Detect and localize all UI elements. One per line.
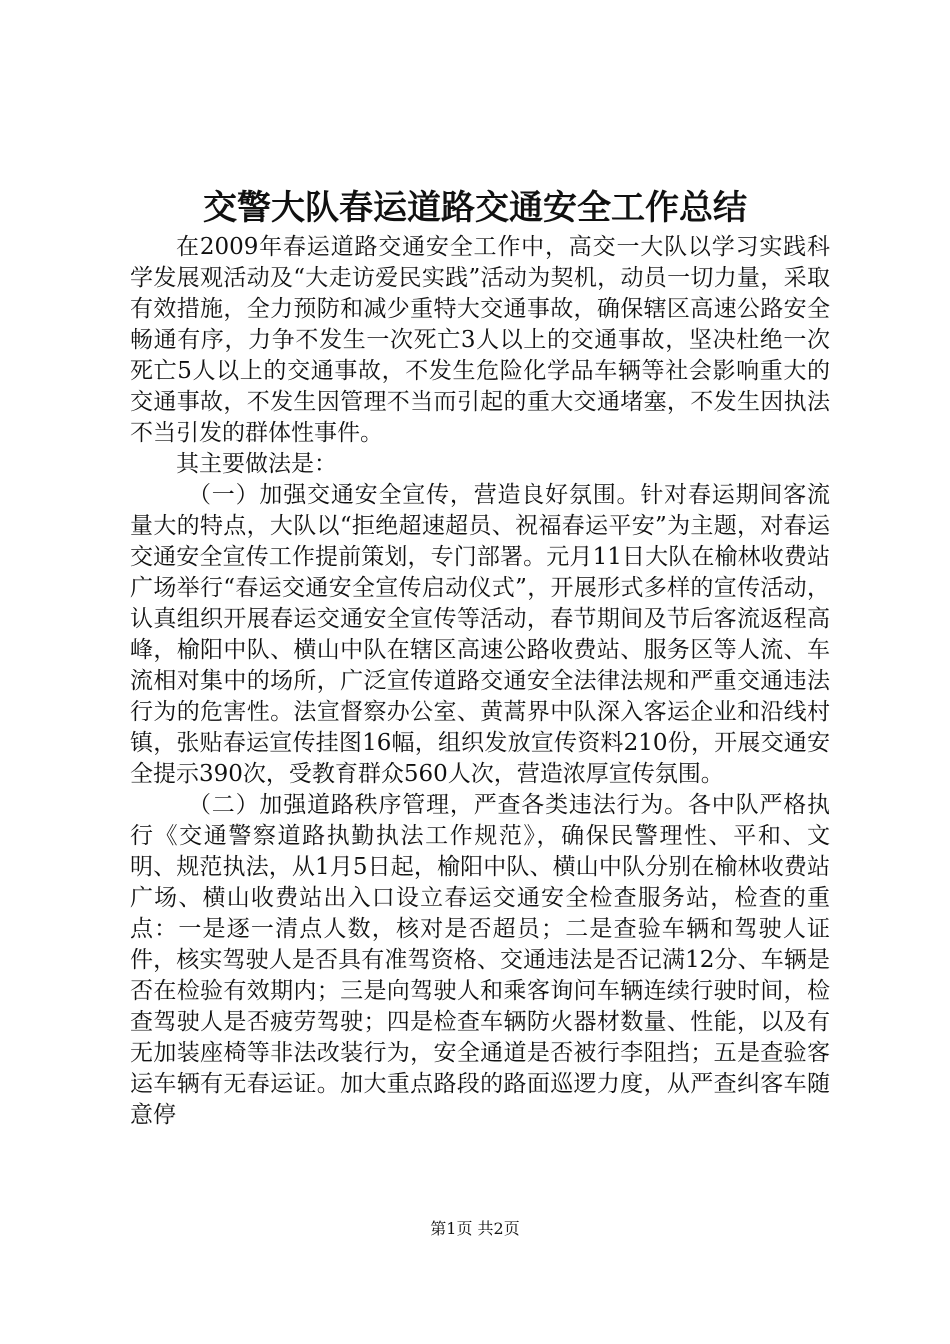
document-title: 交警大队春运道路交通安全工作总结 (203, 188, 747, 228)
document-body (130, 232, 830, 1131)
paragraph-intro: 在2009年春运道路交通安全工作中，高交一大队以学习实践科学发展观活动及“大走访爱民实践”活动为契机，动员一切力量，采取有效措施，全力预防和减少重特大交通事故，确保辖区高速公路安全畅通有序，力争不发生一次死亡3人以上的交通事故，坚决杜绝一次死亡5人以上的交通事故，不发生危险化学品车辆等社会影响重大的交通事故，不发生因管理不当而引起的重大交通堵塞，不发生因执法不当引发的群体性事件。 (130, 234, 830, 446)
paragraph-section-1: （一）加强交通安全宣传，营造良好氛围。针对春运期间客流量大的特点，大队以“拒绝超速超员、祝福春运平安”为主题，对春运交通安全宣传工作提前策划，专门部署。元月11日大队在榆林收费站广场举行“春运交通安全宣传启动仪式”，开展形式多样的宣传活动，认真组织开展春运交通安全宣传等活动，春节期间及节后客流返程高峰，榆阳中队、横山中队在辖区高速公路收费站、服务区等人流、车流相对集中的场所，广泛宣传道路交通安全法律法规和严重交通违法行为的危害性。法宣督察办公室、黄蒿界中队深入客运企业和沿线村镇，张贴春运宣传挂图16幅，组织发放宣传资料210份，开展交通安全提示390次，受教育群众560人次，营造浓厚宣传氛围。 (130, 482, 830, 787)
paragraph-section-2: （二）加强道路秩序管理，严查各类违法行为。各中队严格执行《交通警察道路执勤执法工作规范》，确保民警理性、平和、文明、规范执法，从1月5日起，榆阳中队、横山中队分别在榆林收费站广场、横山收费站出入口设立春运交通安全检查服务站，检查的重点：一是逐一清点人数，核对是否超员；二是查验车辆和驾驶人证件，核实驾驶人是否具有准驾资格、交通违法是否记满12分、车辆是否在检验有效期内；三是向驾驶人和乘客询问车辆连续行驶时间，检查驾驶人是否疲劳驾驶；四是检查车辆防火器材数量、性能，以及有无加装座椅等非法改装行为，安全通道是否被行李阻挡；五是查验客运车辆有无春运证。加大重点路段的路面巡逻力度，从严查纠客车随意停 (130, 792, 830, 1128)
paragraph-methods-heading: 其主要做法是： (176, 451, 337, 477)
page-number-footer: 第1页 共2页 (430, 1219, 520, 1238)
